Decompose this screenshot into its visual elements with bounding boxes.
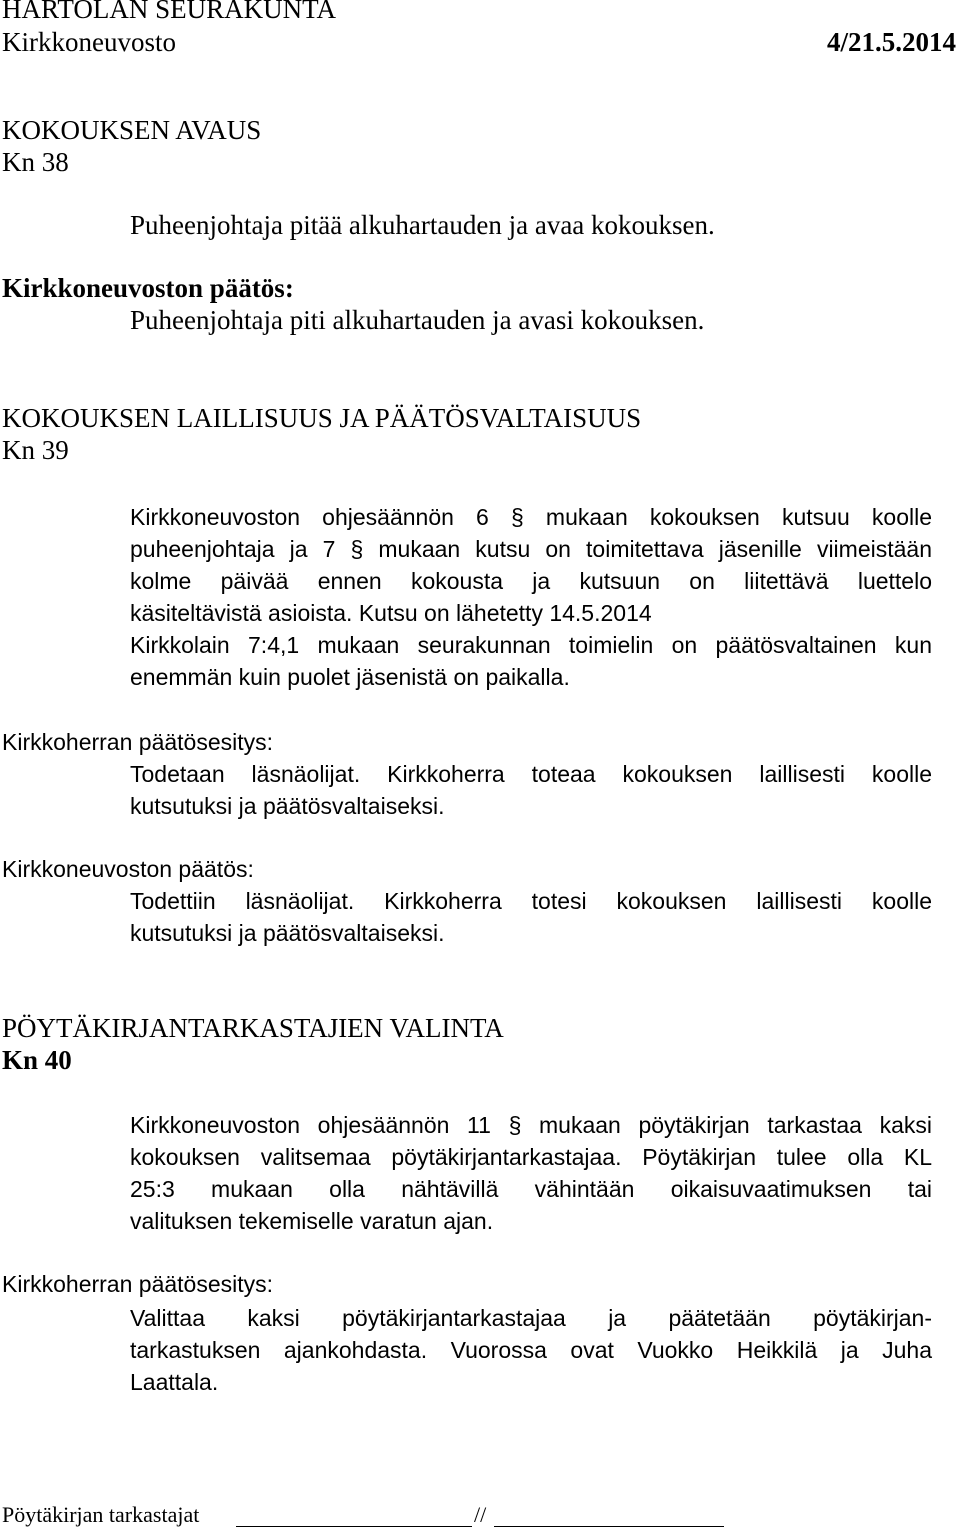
section-number-39: Kn 39 (2, 435, 69, 465)
section-title-38: KOKOUKSEN AVAUS (2, 115, 262, 145)
signature-separator: // (474, 1502, 487, 1527)
decision-label-39: Kirkkoneuvoston päätös: (2, 856, 254, 882)
organization-name: HARTOLAN SEURAKUNTA (2, 0, 336, 24)
section-39-decision-line-1: Todettiin läsnäolijat. Kirkkoherra totesi kokouksen laillisesti koolle (130, 888, 932, 914)
section-40-line-2: kokouksen valitsemaa pöytäkirjantarkastajaa. Pöytäkirjan tulee olla KL (130, 1144, 932, 1170)
section-title-40: PÖYTÄKIRJANTARKASTAJIEN VALINTA (2, 1013, 504, 1043)
decision-label-38: Kirkkoneuvoston päätös: (2, 273, 294, 303)
section-title-39: KOKOUKSEN LAILLISUUS JA PÄÄTÖSVALTAISUUS (2, 403, 642, 433)
signature-line-1 (236, 1506, 472, 1527)
section-40-line-3: 25:3 mukaan olla nähtävillä vähintään oikaisuvaatimuksen tai (130, 1176, 932, 1202)
section-39-line-4: käsiteltävistä asioista. Kutsu on lähetetty 14.5.2014 (130, 600, 652, 626)
section-40-line-4: valituksen tekemiselle varatun ajan. (130, 1208, 494, 1234)
section-39-decision-line-2: kutsutuksi ja päätösvaltaiseksi. (130, 920, 445, 946)
section-39-proposal-line-2: kutsutuksi ja päätösvaltaiseksi. (130, 793, 445, 819)
signature-line-2 (494, 1506, 724, 1527)
footer-label: Pöytäkirjan tarkastajat (2, 1502, 200, 1527)
section-38-decision: Puheenjohtaja piti alkuhartauden ja avasi kokouksen. (130, 305, 705, 335)
section-40-proposal-line-1: Valittaa kaksi pöytäkirjantarkastajaa ja päätetään pöytäkirjan- (130, 1305, 932, 1331)
section-40-line-1: Kirkkoneuvoston ohjesäännön 11 § mukaan pöytäkirjan tarkastaa kaksi (130, 1112, 932, 1138)
proposal-label-40: Kirkkoherran päätösesitys: (2, 1271, 274, 1297)
meeting-body: Kirkkoneuvosto (2, 27, 176, 57)
section-40-proposal-line-3: Laattala. (130, 1369, 219, 1395)
section-39-line-1: Kirkkoneuvoston ohjesäännön 6 § mukaan kokouksen kutsuu koolle (130, 504, 932, 530)
meeting-reference: 4/21.5.2014 (826, 27, 956, 57)
proposal-label-39: Kirkkoherran päätösesitys: (2, 729, 274, 755)
section-39-line-5: Kirkkolain 7:4,1 mukaan seurakunnan toimielin on päätösvaltainen kun (130, 632, 932, 658)
section-number-40: Kn 40 (2, 1045, 72, 1075)
section-39-line-6: enemmän kuin puolet jäsenistä on paikalla. (130, 664, 570, 690)
section-40-proposal-line-2: tarkastuksen ajankohdasta. Vuorossa ovat Vuokko Heikkilä ja Juha (130, 1337, 932, 1363)
section-number-38: Kn 38 (2, 147, 69, 177)
section-39-proposal-line-1: Todetaan läsnäolijat. Kirkkoherra toteaa kokouksen laillisesti koolle (130, 761, 932, 787)
section-38-text: Puheenjohtaja pitää alkuhartauden ja avaa kokouksen. (130, 210, 715, 240)
section-39-line-2: puheenjohtaja ja 7 § mukaan kutsu on toimitettava jäsenille viimeistään (130, 536, 932, 562)
section-39-line-3: kolme päivää ennen kokousta ja kutsuun on liitettävä luettelo (130, 568, 932, 594)
